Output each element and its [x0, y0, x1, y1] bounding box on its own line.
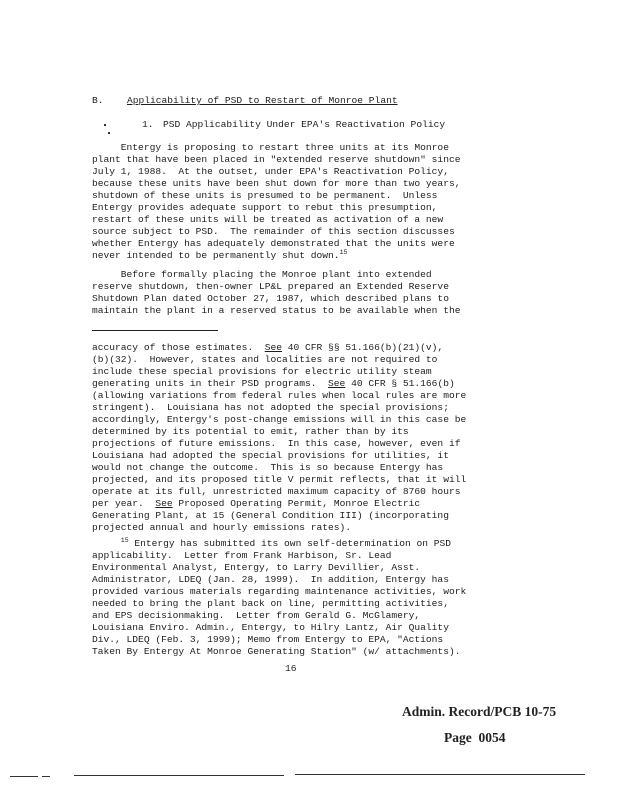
- footnote-15-line: and EPS decisionmaking. Letter from Gerald G. McGlamery,: [92, 610, 421, 621]
- footnote-15-line: Administrator, LDEQ (Jan. 28, 1999). In addition, Entergy has: [92, 574, 449, 585]
- paragraph-1-line: never intended to be permanently shut down.$^{15}$: [92, 248, 348, 261]
- scan-edge-line-right: [295, 774, 585, 775]
- footnote-line: (b)(32). However, states and localities are not required to: [92, 354, 438, 365]
- footnote-line: projected annual and hourly emissions rates).: [92, 522, 352, 533]
- paragraph-2-line: Before formally placing the Monroe plant into extended: [92, 269, 432, 280]
- scan-edge-line-middle: [74, 775, 284, 776]
- paragraph-1-line: Entergy provides adequate support to rebut this presumption,: [92, 202, 438, 213]
- paragraph-1-line: July 1, 1988. At the outset, under EPA's Reactivation Policy,: [92, 166, 449, 177]
- paragraph-2-line: Shutdown Plan dated October 27, 1987, which described plans to: [92, 293, 449, 304]
- paragraph-1-line: Entergy is proposing to restart three units at its Monroe: [92, 142, 449, 153]
- scan-edge-mark-short: [42, 776, 50, 777]
- paragraph-1-line: because these units have been shut down for more than two years,: [92, 178, 461, 189]
- footnote-line: projected, and its proposed title V permit reflects, that it will: [92, 474, 467, 485]
- footnote-line: per year. See Proposed Operating Permit, Monroe Electric: [92, 498, 421, 509]
- footnote-ref-15: 15: [339, 248, 348, 256]
- footnote-15-line: $^{15}$ Entergy has submitted its own self-determination on PSD: [120, 536, 452, 549]
- section-letter: B.: [92, 95, 104, 106]
- footnote-15-line: Taken By Entergy At Monroe Generating Station" (w/ attachments).: [92, 646, 461, 657]
- paragraph-1-line: restart of these units will be treated as activation of a new: [92, 214, 444, 225]
- scan-dot: [104, 124, 106, 126]
- footnote-15-marker: 15: [120, 536, 129, 544]
- footnote-15-line: Environmental Analyst, Entergy, to Larry Devillier, Asst.: [92, 562, 421, 573]
- footnote-15-line: provided various materials regarding maintenance activities, work: [92, 586, 467, 597]
- footnote-line: operate at its full, unrestricted maximum capacity of 8760 hours: [92, 486, 461, 497]
- paragraph-1-line: plant that have been placed in "extended reserve shutdown" since: [92, 154, 461, 165]
- paragraph-1-line: whether Entergy has adequately demonstrated that the units were: [92, 238, 455, 249]
- admin-record-stamp: Admin. Record/PCB 10-75: [402, 704, 557, 719]
- admin-record-page: Page 0054: [444, 730, 506, 745]
- footnote-15-line: applicability. Letter from Frank Harbison, Sr. Lead: [92, 550, 392, 561]
- paragraph-1-line: source subject to PSD. The remainder of this section discusses: [92, 226, 455, 237]
- footnote-line: include these special provisions for electric utility steam: [92, 366, 432, 377]
- footnote-line: would not change the outcome. This is so because Entergy has: [92, 462, 444, 473]
- scan-edge-mark-left: [10, 776, 38, 777]
- paragraph-2-line: reserve shutdown, then-owner LP&L prepared an Extended Reserve: [92, 281, 449, 292]
- section-title: Applicability of PSD to Restart of Monroe Plant: [127, 95, 398, 106]
- subsection-number: 1.: [142, 119, 154, 130]
- footnote-15-line: Div., LDEQ (Feb. 3, 1999); Memo from Entergy to EPA, "Actions: [92, 634, 444, 645]
- footnote-line: determined by its potential to emit, rather than by its: [92, 426, 409, 437]
- paragraph-2-line: maintain the plant in a reserved status to be available when the: [92, 305, 461, 316]
- footnote-15-line: needed to bring the plant back on line, permitting activities,: [92, 598, 449, 609]
- footnote-line: accordingly, Entergy's post-change emissions will in this case be: [92, 414, 467, 425]
- footnote-line: generating units in their PSD programs. See 40 CFR § 51.166(b): [92, 378, 455, 389]
- footnote-line: accuracy of those estimates. See 40 CFR §§ 51.166(b)(21)(v),: [92, 342, 444, 353]
- scan-dot: [108, 132, 110, 134]
- footnote-15-line: Louisiana Enviro. Admin., Entergy, to Hilry Lantz, Air Quality: [92, 622, 449, 633]
- page-number: 16: [285, 663, 297, 674]
- footnote-line: Louisiana had adopted the special provisions for utilities, it: [92, 450, 449, 461]
- paragraph-1-line: shutdown of these units is presumed to be permanent. Unless: [92, 190, 438, 201]
- footnote-separator: [92, 330, 218, 331]
- footnote-line: (allowing variations from federal rules when local rules are more: [92, 390, 467, 401]
- subsection-title: PSD Applicability Under EPA's Reactivation Policy: [163, 119, 446, 130]
- footnote-line: Generating Plant, at 15 (General Condition III) (incorporating: [92, 510, 449, 521]
- footnote-line: projections of future emissions. In this case, however, even if: [92, 438, 461, 449]
- footnote-line: stringent). Louisiana has not adopted the special provisions;: [92, 402, 449, 413]
